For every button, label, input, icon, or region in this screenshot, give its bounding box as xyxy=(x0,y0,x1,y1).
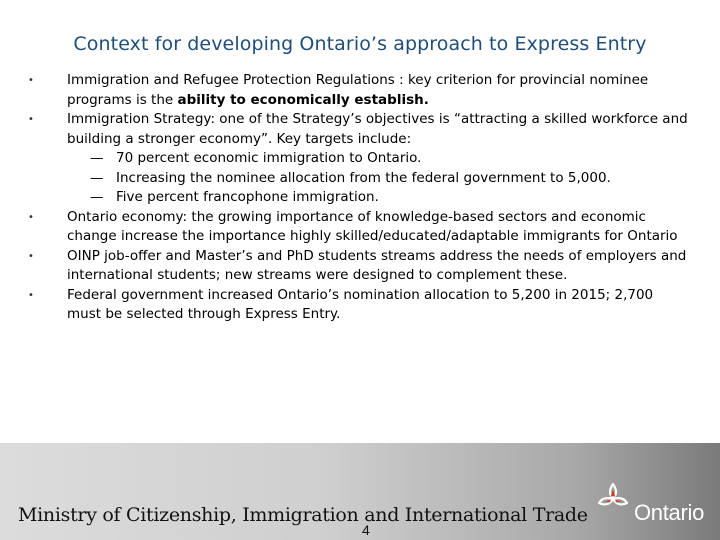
bullet-item xyxy=(28,110,688,149)
bullet-marker: • xyxy=(28,75,34,86)
bullet-text-plain: Immigration and Refugee Protection Regulations : key criterion for provincial nominee programs is the xyxy=(67,72,649,108)
bullet-text: Federal government increased Ontario’s nomination allocation to 5,200 in 2015; 2,700 must be selected through Express Entry. xyxy=(67,286,654,322)
bullet-marker: • xyxy=(28,289,34,301)
sub-bullet-item xyxy=(28,149,688,169)
bullet-text: Immigration Strategy: one of the Strategy’s objectives is “attracting a skilled workforce and building a stronger economy”. Key targets include: xyxy=(67,111,688,147)
dash-marker: — xyxy=(90,189,104,205)
dash-marker: — xyxy=(90,150,104,166)
bullet-list xyxy=(28,71,688,325)
sub-bullet-item xyxy=(28,188,688,208)
bullet-item xyxy=(28,286,688,325)
bullet-text: OINP job-offer and Master’s and PhD students streams address the needs of employers and international students; new streams were designed to complement these. xyxy=(67,247,687,283)
slide-title: Context for developing Ontario’s approach to Express Entry xyxy=(73,33,647,55)
sub-bullet-text: Increasing the nominee allocation from the federal government to 5,000. xyxy=(116,169,611,186)
sub-bullet-text: 70 percent economic immigration to Ontario. xyxy=(116,150,422,166)
bullet-marker: • xyxy=(28,250,34,262)
bullet-text xyxy=(67,71,688,110)
sub-bullet-item xyxy=(28,169,688,189)
sub-bullet-text: Five percent francophone immigration. xyxy=(116,189,379,205)
bullet-item xyxy=(28,208,688,247)
ontario-logo-text: Ontario xyxy=(634,500,705,525)
bullet-marker: • xyxy=(28,211,34,223)
bullet-item xyxy=(28,247,688,286)
dash-marker: — xyxy=(90,169,104,186)
page-number: 4 xyxy=(362,522,370,538)
bullet-item xyxy=(28,71,688,110)
trillium-icon xyxy=(596,480,630,520)
bullet-marker: • xyxy=(28,114,34,125)
bullet-text: Ontario economy: the growing importance of knowledge-based sectors and economic change increase the importance highly skilled/educated/adaptable immigrants for Ontario xyxy=(67,208,678,244)
ministry-name: Ministry of Citizenship, Immigration and International Trade xyxy=(18,504,588,526)
bullet-text-bold: ability to economically establish. xyxy=(177,91,429,108)
ontario-logo xyxy=(596,480,708,530)
